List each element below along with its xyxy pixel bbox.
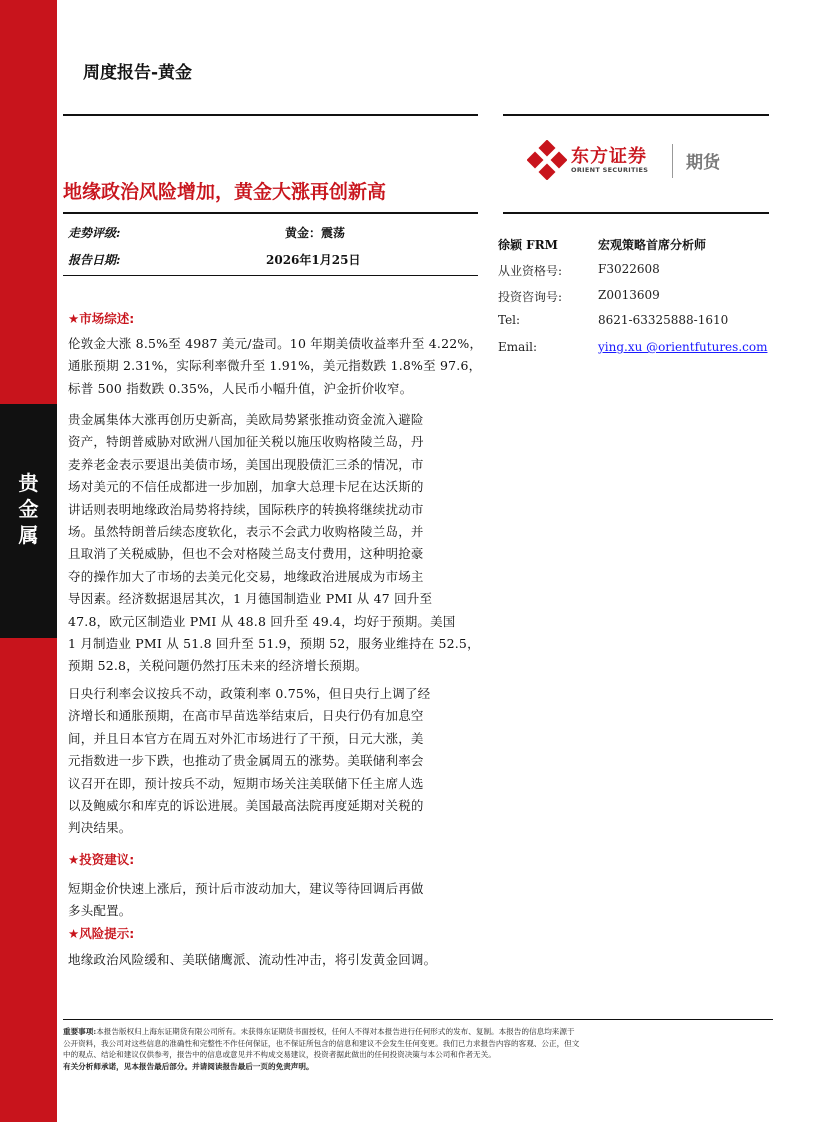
header-rule-right (503, 114, 769, 116)
meta-rule (63, 275, 478, 276)
analyst-row-label: Tel: (498, 313, 521, 327)
logo-futures: 期货 (686, 153, 720, 173)
text-line: 通胀预期 2.31%，实际利率微升至 1.91%，美元指数跌 1.8%至 97.6， (68, 358, 482, 374)
analyst-row-label: Email: (498, 340, 538, 354)
analyst-row-value: F3022608 (598, 262, 660, 276)
report-headline: 地缘政治风险增加，黄金大涨再创新高 (63, 181, 387, 203)
text-line: 场对美元的不信任成都进一步加剧，加拿大总理卡尼在达沃斯的 (68, 479, 424, 495)
text-line: 且取消了关税威胁，但也不会对格陵兰岛支付费用，这种明抢豪 (68, 546, 424, 562)
logo-divider (672, 144, 673, 178)
sector-char: 贵 (18, 471, 39, 495)
market-paragraph-3 (68, 683, 478, 840)
investment-advice-paragraph (68, 878, 478, 923)
logo-diamond-icon (527, 140, 567, 180)
text-line: 夺的操作加大了市场的去美元化交易，地缘政治进展成为市场主 (68, 568, 424, 584)
text-line: 多头配置。 (68, 903, 132, 919)
date-label: 报告日期: (68, 253, 121, 267)
investment-advice-heading: ★投资建议: (68, 852, 135, 867)
disclaimer-line: 本报告版权归上海东证期货有限公司所有。未获得东证期货书面授权，任何人不得对本报告进行任何形式的发布、复制。本报告的信息均来源于 (96, 1027, 575, 1036)
text-line: 导因素。经济数据退居其次，1 月德国制造业 PMI 从 47 回升至 (68, 591, 433, 607)
headline-rule-left (63, 212, 478, 214)
text-line: 预期 52.8，关税问题仍然打压未来的经济增长预期。 (68, 658, 368, 674)
text-line: 议召开在即，预计按兵不动，短期市场关注美联储下任主席人选 (68, 775, 424, 791)
report-type: 周度报告-黄金 (83, 63, 193, 83)
headline-rule-right (503, 212, 769, 214)
text-line: 伦敦金大涨 8.5%至 4987 美元/盎司。10 年期美债收益率升至 4.22%， (68, 336, 483, 351)
analyst-row-label: 从业资格号: (498, 264, 563, 278)
analyst-row-value: 8621-63325888-1610 (598, 313, 729, 327)
sector-char: 属 (18, 523, 39, 547)
text-line: 判决结果。 (68, 820, 132, 836)
rating-label: 走势评级: (68, 226, 121, 240)
date-value: 2026年1月25日 (266, 253, 361, 267)
text-line: 场。虽然特朗普后续态度软化，表示不会武力收购格陵兰岛，并 (68, 524, 424, 540)
text-line: 元指数进一步下跌，也推动了贵金属周五的涨势。美联储利率会 (68, 753, 424, 769)
analyst-email-link[interactable]: ying.xu @orientfutures.com (598, 340, 768, 354)
disclaimer-line: 中的观点、结论和建议仅供参考，报告中的信息或意见并不构成交易建议，投资者据此做出的任何投资决策与本公司和作者无关。 (63, 1050, 496, 1059)
header-rule-left (63, 114, 478, 116)
logo-name: 东方证券 (571, 146, 647, 167)
text-line: 间，并且日本官方在周五对外汇市场进行了干预，日元大涨，美 (68, 730, 424, 746)
logo-subtitle: ORIENT SECURITIES (571, 166, 649, 174)
text-line: 地缘政治风险缓和、美联储鹰派、流动性冲击，将引发黄金回调。 (68, 952, 437, 967)
market-overview-heading: ★市场综述: (68, 311, 135, 326)
text-line: 麦养老金表示要退出美债市场，美国出现股债汇三杀的情况，市 (68, 456, 424, 472)
text-line: 1 月制造业 PMI 从 51.8 回升至 51.9，预期 52，服务业维持在 52.5， (68, 636, 480, 652)
text-line: 资产，特朗普威胁对欧洲八国加征关税以施压收购格陵兰岛，丹 (68, 434, 424, 450)
text-line: 以及鲍威尔和库克的诉讼进展。美国最高法院再度延期对关税的 (68, 798, 424, 814)
sidebar-red-top (0, 0, 57, 404)
analyst-row-label: 投资咨询号: (498, 290, 563, 304)
sector-label (0, 470, 57, 548)
sidebar-red-bottom (0, 638, 57, 1122)
text-line: 讲话则表明地缘政治局势将持续，国际秩序的转换将继续扰动市 (68, 501, 424, 517)
company-logo (527, 140, 737, 182)
text-line: 47.8，欧元区制造业 PMI 从 48.8 回升至 49.4，均好于预期。美国 (68, 613, 456, 629)
disclaimer (63, 1026, 773, 1072)
market-paragraph-2 (68, 409, 478, 678)
rating-value: 黄金：震荡 (285, 226, 346, 240)
text-line: 短期金价快速上涨后，预计后市波动加大，建议等待回调后再做 (68, 881, 424, 896)
disclaimer-rule (63, 1019, 773, 1020)
text-line: 日央行利率会议按兵不动，政策利率 0.75%，但日央行上调了经 (68, 686, 431, 701)
risk-paragraph (68, 949, 478, 971)
analyst-row-value: Z0013609 (598, 288, 660, 302)
text-line: 标普 500 指数跌 0.35%，人民币小幅升值，沪金折价收窄。 (68, 380, 413, 396)
disclaimer-label: 重要事项: (63, 1027, 97, 1036)
analyst-commitment-note: 有关分析师承诺，见本报告最后部分。并请阅读报告最后一页的免责声明。 (63, 1061, 314, 1071)
market-paragraph-1 (68, 333, 483, 400)
disclaimer-line: 公开资料，我公司对这些信息的准确性和完整性不作任何保证，也不保证所包含的信息和建议不会发生任何变更。我们已力求报告内容的客观、公正，但文 (63, 1038, 580, 1048)
analyst-title: 宏观策略首席分析师 (598, 238, 707, 252)
sector-char: 金 (18, 497, 39, 521)
text-line: 济增长和通胀预期，在高市早苗选举结束后，日央行仍有加息空 (68, 708, 424, 724)
analyst-name: 徐颖 FRM (498, 238, 558, 252)
risk-heading: ★风险提示: (68, 926, 135, 941)
text-line: 贵金属集体大涨再创历史新高，美欧局势紧张推动资金流入避险 (68, 412, 424, 427)
